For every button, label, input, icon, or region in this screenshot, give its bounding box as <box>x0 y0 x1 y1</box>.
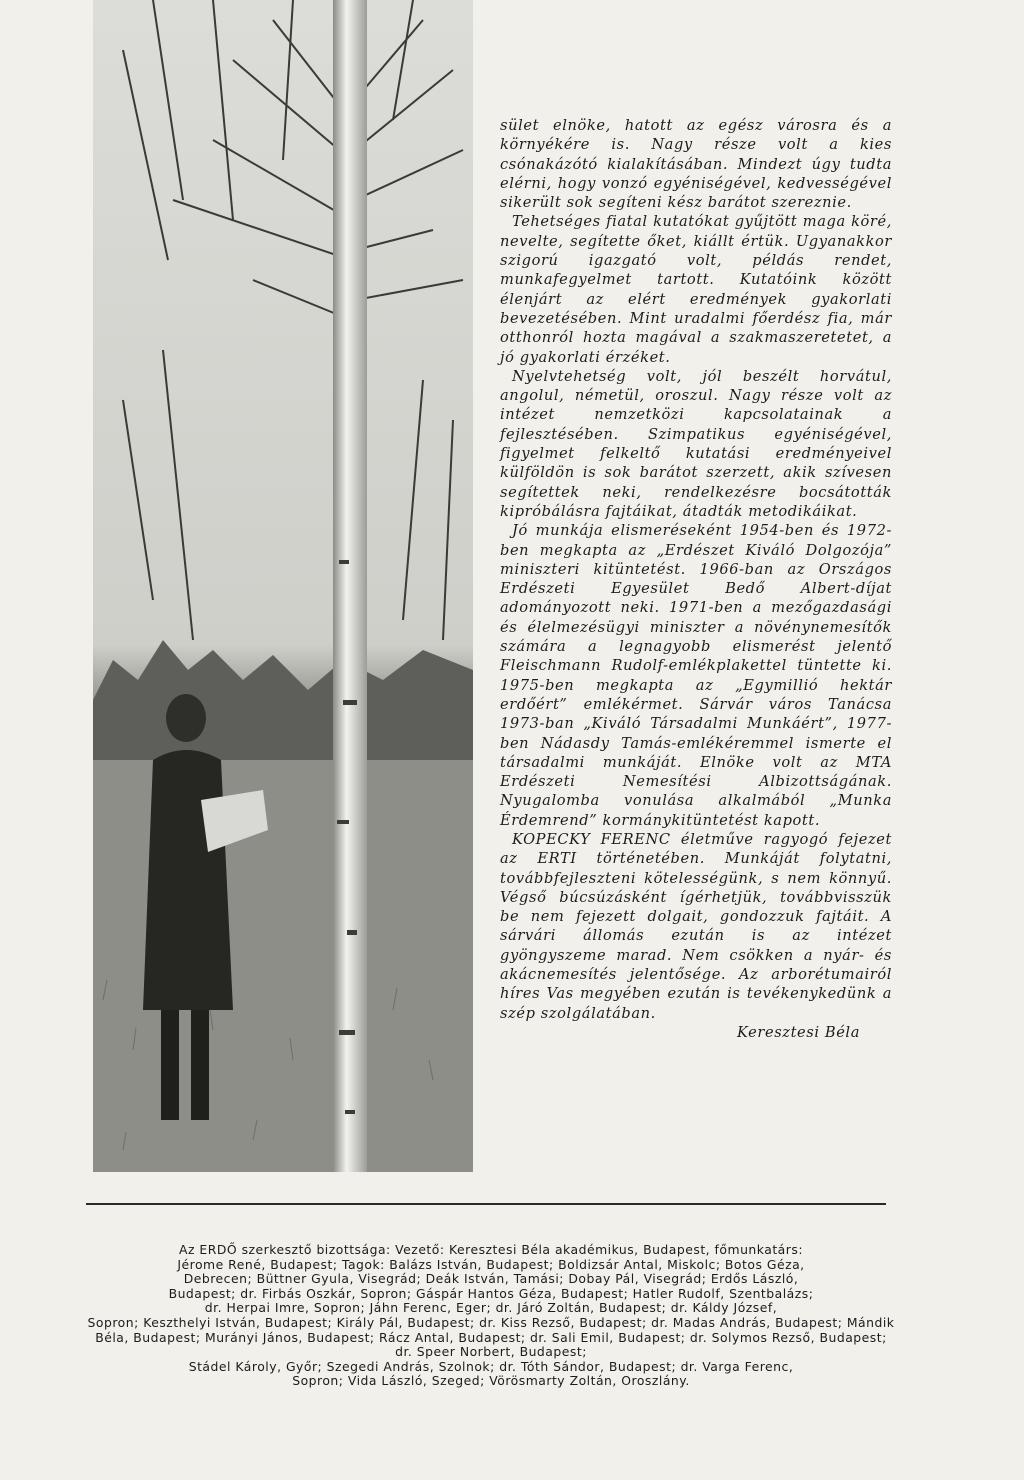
article-paragraph-3: Nyelvtehetség volt, jól beszélt horvátul, angolul, németül, oroszul. Nagy része volt az intézet nemzetközi kapcsolatainak a fejlesztésében. Szimpatikus egyéniségével, figyelmet felkeltő kutatási eredményeivel külföldön is sok barátot szerzett, akik szívesen segítettek neki, rendelkezésre bocsátották kipróbálásra fajtáikat, átadták metodikáikat. <box>500 367 892 520</box>
board-line: Budapest; dr. Firbás Oszkár, Sopron; Gáspár Hantos Géza, Budapest; Hatler Rudolf, Szentbalázs; <box>168 1285 814 1301</box>
divider-rule <box>86 1203 886 1205</box>
article-paragraph-2: Tehetséges fiatal kutatókat gyűjtött maga köré, nevelte, segítette őket, kiállt értük. Ugyanakkor szigorú igazgató volt, példás rendet, munkafegyelmet tartott. Kutatóink között élenjárt az elért eredmények gyakorlati bevezetésében. Mint uradalmi főerdész fia, már otthonról hozta magával a szakmaszeretetet, a jó gyakorlati érzéket. <box>500 213 892 366</box>
board-line: Sopron; Keszthelyi István, Budapest; Király Pál, Budapest; dr. Kiss Rezső, Budapest; dr. Madas András, Budapest; Mándik Béla, Budapest; Murányi János, Budapest; Rácz Antal, Budapest; dr. Sali Emil, Budapest; dr. Solymos Rezső, Budapest; dr. Speer Norbert, Budapest; <box>87 1314 895 1360</box>
board-line: dr. Herpai Imre, Sopron; Jáhn Ferenc, Eger; dr. Járó Zoltán, Budapest; dr. Káldy József, <box>204 1300 778 1316</box>
board-line: Az ERDŐ szerkesztő bizottsága: Vezető: Keresztesi Béla akadémikus, Budapest, főmunkatárs: <box>178 1242 803 1257</box>
article-paragraph-4: Jó munkája elismeréseként 1954-ben és 1972-ben megkapta az „Erdészet Kiváló Dolgozója” miniszteri kitüntetést. 1966-ban az Országos Erdészeti Egyesület Bedő Albert-díjat adományozott neki. 1971-ben a mezőgazdasági és élelmezésügyi miniszter a növénynemesítők számára a legnagyobb elismerést jelentő Fleischmann Rudolf-emlékplakettel tüntette ki. 1975-ben megkapta az „Egymillió hektár erdőért” emlékérmet. Sárvár város Tanácsa 1973-ban „Kiváló Társadalmi Munkáért”, 1977-ben Nádasdy Tamás-emlékéremmel ismerte el társadalmi munkáját. Elnöke volt az MTA Erdészeti Nemesítési Albizottságának. Nyugalomba vonulása alkalmából „Munka Érdemrend” kormánykitüntetést kapott. <box>500 522 892 829</box>
article-paragraph-1: sület elnöke, hatott az egész városra és a környékére is. Nagy része volt a kies csónakázótó kialakításában. Mindezt úgy tudta elérni, hogy vonzó egyéniségével, kedvességével sikerült sok segíteni kész barátot szereznie. <box>500 117 892 212</box>
board-line: Jérome René, Budapest; Tagok: Balázs István, Budapest; Boldizsár Antal, Miskolc; Botos Géza, <box>177 1256 805 1272</box>
article-paragraph-5: KOPECKY FERENC életműve ragyogó fejezet az ERTI történetében. Munkáját folytatni, továbbfejleszteni kötelességünk, s nem könnyű. Végső búcsúzásként ígérhetjük, továbbvisszük be nem fejezett dolgait, gondozzuk fajtáit. A sárvári állomás ezután is az intézet gyöngyszeme marad. Nem csökken a nyár- és akácnemesítés jelentősége. Az arborétumairól híres Vas megyében ezután is tevékenykedünk a szép szolgálatában. <box>500 830 892 1022</box>
editorial-board <box>86 1243 896 1389</box>
photo-poplar-tree-with-man <box>93 0 473 1172</box>
board-line: Stádel Károly, Győr; Szegedi András, Szolnok; dr. Tóth Sándor, Budapest; dr. Varga Ferenc, <box>188 1358 794 1374</box>
article-column <box>500 116 892 1042</box>
board-line: Sopron; Vida László, Szeged; Vörösmarty Zoltán, Oroszlány. <box>292 1373 690 1389</box>
board-line: Debrecen; Büttner Gyula, Visegrád; Deák István, Tamási; Dobay Pál, Visegrád; Erdős László, <box>183 1271 799 1287</box>
author-signature: Keresztesi Béla <box>737 1023 860 1041</box>
